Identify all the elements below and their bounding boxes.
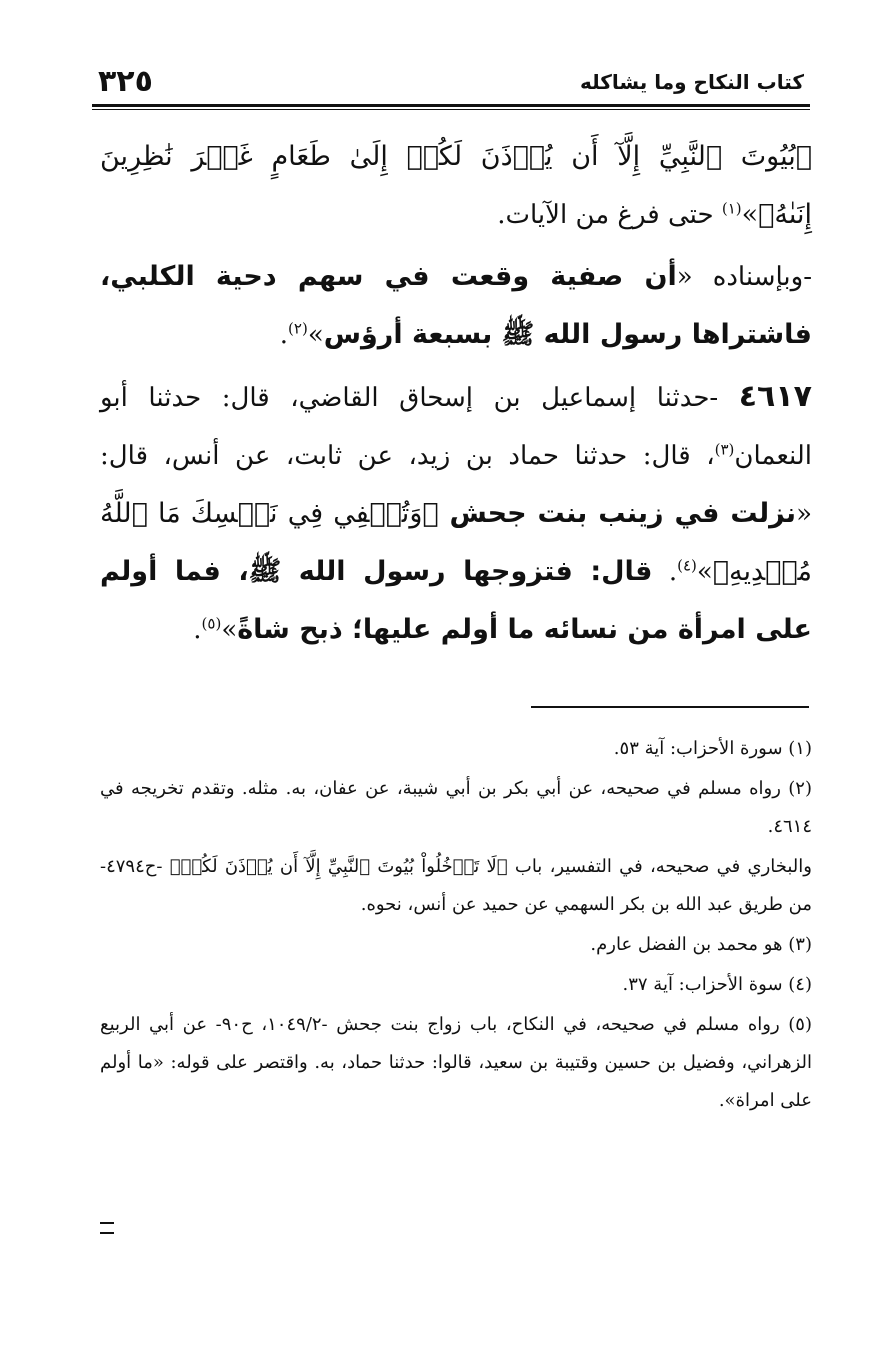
page-header — [92, 62, 808, 102]
quote-close-3: » — [221, 615, 238, 645]
quran-verse: ﴿بُيُوتَ ٱلنَّبِيِّ إِلَّآ أَن يُؤۡذَنَ لَكُمۡ إِلَىٰ طَعَامٍ غَيۡرَ نَٰظِرِينَ إِنَىٰهُ﴾» — [100, 141, 812, 230]
quote-close: » — [307, 320, 324, 350]
paragraph-hadith-4617 — [100, 368, 812, 659]
paragraph-text: حتى فرغ من الآيات. — [497, 200, 722, 230]
quote-open: « — [796, 499, 812, 529]
isnad-text: -حدثنا إسماعيل بن إسحاق القاضي، قال: حدثنا أبو النعمان — [100, 383, 812, 471]
period: . — [279, 320, 289, 350]
header-rule-thin — [92, 109, 810, 110]
footnote-5: (٥) رواه مسلم في صحيحه، في النكاح، باب زواج بنت جحش -١٠٤٩/٢، ح٩٠- عن أبي الربيع الزهراني، وفضيل بن حسين وقتيبة بن سعيد، قالوا: حدثنا حماد، به. واقتصر على قوله: «ما أولم على امراة». — [100, 1014, 812, 1111]
period-2: . — [668, 557, 678, 587]
header-rule — [92, 104, 810, 107]
quote-close-2: » — [696, 557, 713, 587]
paragraph-safiyya — [100, 248, 812, 364]
footnote-2: (٢) رواه مسلم في صحيحه، عن أبي بكر بن أبي شيبة، عن عفان، به. مثله. وتقدم تخريجه في ٤٦١٤. — [100, 778, 812, 837]
footnote-ref-2: (٢) — [288, 319, 308, 338]
isnad-text-2: ، قال: حدثنا حماد بن زيد، عن ثابت، عن أنس، قال: — [100, 441, 715, 471]
footnote-ref-1: (١) — [721, 199, 742, 218]
footnote-2-continued: والبخاري في صحيحه، في التفسير، باب ﴿لَا تَدۡخُلُواْ بُيُوتَ ٱلنَّبِيِّ إِلَّآ أَن يُؤۡذَنَ لَكُمۡ﴾ -ح٤٧٩٤- من طريق عبد الله بن بكر السهمي عن حميد عن أنس، نحوه. — [100, 856, 812, 915]
hadith-matn-zaynab: نزلت في زينب بنت جحش — [438, 498, 797, 529]
main-text — [100, 128, 812, 663]
footnote-ref-3: (٣) — [714, 440, 735, 459]
footnote-separator — [531, 706, 809, 708]
running-title: كتاب النكاح وما يشاكله — [580, 70, 804, 94]
paragraph-verse-continuation — [100, 128, 812, 244]
footnote-3: (٣) هو محمد بن الفضل عارم. — [590, 934, 812, 955]
hadith-matn: أن صفية وقعت في سهم دحية الكلبي، فاشتراها رسول الله ﷺ بسبعة أرؤس — [100, 261, 812, 350]
hadith-number: ٤٦١٧ — [738, 379, 812, 414]
footnote-ref-5: (٥) — [201, 614, 222, 633]
page-number: ٣٢٥ — [98, 64, 153, 99]
quran-verse-2: ﴿وَتُخۡفِي فِي نَفۡسِكَ مَا ٱللَّهُ مُبۡدِيهِ﴾ — [100, 498, 813, 587]
footnote-ref-4: (٤) — [677, 556, 697, 575]
footnotes — [100, 730, 812, 1122]
end-mark — [100, 1222, 114, 1234]
footnote-1: (١) سورة الأحزاب: آية ٥٣. — [613, 738, 812, 759]
footnote-4: (٤) سوة الأحزاب: آية ٣٧. — [622, 974, 812, 995]
paragraph-intro: -وبإسناده « — [676, 262, 812, 292]
hadith-matn-walima: قال: فتزوجها رسول الله ﷺ، فما أولم على امرأة من نسائه ما أولم عليها؛ ذبح شاةً — [100, 556, 812, 645]
period-3: . — [193, 615, 202, 645]
